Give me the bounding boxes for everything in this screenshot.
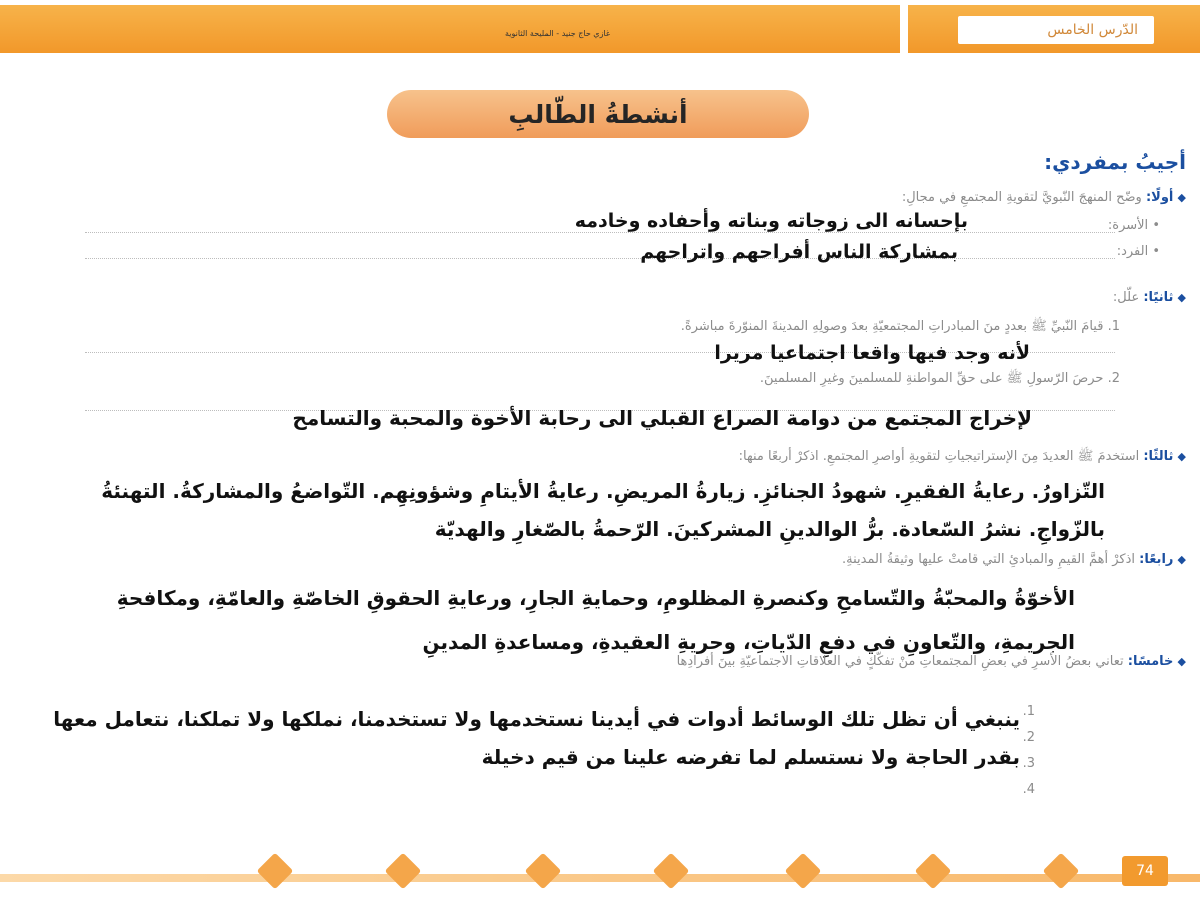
star-ornament-icon [385, 853, 422, 890]
q5-number-1: 1. [1022, 704, 1035, 719]
q1-answer-individual: بمشاركة الناس أفراحهم واتراحهم [640, 241, 958, 263]
q1-item-individual [1117, 244, 1160, 259]
q5-line [677, 654, 1186, 669]
q1-label: أولًا: [1145, 190, 1174, 205]
q4-line [842, 552, 1186, 567]
star-ornament-icon [915, 853, 952, 890]
q2-line [1113, 290, 1186, 305]
diamond-bullet-icon: ◆ [1177, 553, 1186, 566]
q2-item-2: 2. حرصَ الرّسولِ ﷺ على حقِّ المواطنةِ للمسلمينَ وغيرِ المسلمينَ. [759, 371, 1120, 386]
q5-number-4: 4. [1022, 782, 1035, 797]
q1-text: وضّح المنهجَ النّبويَّ لتقويةِ المجتمعِ في مجالِ: [901, 190, 1142, 205]
star-ornament-icon [785, 853, 822, 890]
star-ornament-icon [257, 853, 294, 890]
q3-text: استخدمَ ﷺ العديدَ مِنَ الإستراتيجياتِ لتقويةِ أواصرِ المجتمعِ. اذكرْ أربعًا منها: [738, 449, 1140, 464]
q4-label: رابعًا: [1139, 552, 1174, 567]
author-line: غازي حاج جنيد - المليحة الثانوية [505, 29, 611, 38]
section-title: أجيبُ بمفردي: [1044, 150, 1186, 174]
q5-number-2: 2. [1022, 730, 1035, 745]
footer-bar [0, 874, 1200, 882]
q1-line [902, 190, 1186, 205]
header-bar-left [0, 5, 900, 53]
answer-dotted-line [85, 258, 1115, 259]
q1-item-label: الفرد: [1116, 244, 1149, 259]
lesson-label: الدّرس الخامس [958, 16, 1154, 44]
answer-dotted-line [85, 232, 1115, 233]
star-ornament-icon [653, 853, 690, 890]
q3-line [739, 448, 1186, 467]
diamond-bullet-icon: ◆ [1177, 450, 1186, 463]
q1-item-label: الأسرة: [1107, 218, 1149, 233]
q4-answer: الأخوّةُ والمحبّةُ والتّسامحِ وكنصرةِ المظلومِ، وحمايةِ الجارِ، ورعايةِ الحقوقِ الخاصّةِ والعامّةِ، ومكافحةِ الجريمةِ، والتّعاونِ في دفعِ الدّياتِ، وحريةِ العقيدةِ، ومساعدةِ المدينِ [116, 586, 1075, 654]
q2-label: ثانيًا: [1143, 290, 1174, 305]
star-ornament-icon [525, 853, 562, 890]
q5-text: تعاني بعضُ الأسرِ في بعضِ المجتمعاتِ منْ تفكّكٍ في العلاقاتِ الاجتماعيّةِ بينَ أفرادِها [676, 654, 1124, 669]
q3-answer: التّزاورُ. رعايةُ الفقيرِ. شهودُ الجنائزِ. زيارةُ المريضِ. رعايةُ الأيتامِ وشؤونِهِم. التّواضعُ والمشاركةُ. التهنئةُ بالزّواجِ. نشرُ السّعادة. برُّ الوالدينِ المشركينَ. الرّحمةُ بالصّغارِ والهديّة [101, 479, 1105, 541]
q2-item-1: 1. قيامَ النّبيِّ ﷺ بعددٍ منَ المبادراتِ المجتمعيّةِ بعدَ وصولِهِ المدينةَ المنوّرةَ مباشرةً. [680, 319, 1120, 334]
q4-text: اذكرْ أهمَّ القيمِ والمبادئِ التي قامتْ عليها وثيقةُ المدينةِ. [842, 552, 1135, 567]
q5-number-3: 3. [1022, 756, 1035, 771]
diamond-bullet-icon: ◆ [1177, 191, 1186, 204]
q2-answer-2: لإخراج المجتمع من دوامة الصراع القبلي الى رحابة الأخوة والمحبة والتسامح [292, 406, 1032, 430]
q2-text: علّل: [1112, 290, 1140, 305]
q2-answer-1: لأنه وجد فيها واقعا اجتماعيا مريرا [714, 342, 1030, 364]
bullet-dot-icon: • [1152, 244, 1160, 259]
activity-title: أنشطةُ الطّالبِ [387, 90, 809, 138]
diamond-bullet-icon: ◆ [1177, 291, 1186, 304]
q3-label: ثالثًا: [1143, 449, 1174, 464]
page-number: 74 [1122, 856, 1168, 886]
q1-item-family [1108, 218, 1160, 233]
q5-answer: ينبغي أن تظل تلك الوسائط أدوات في أيدينا نستخدمها ولا تستخدمنا، نملكها ولا تملكنا، نتعامل معها بقدر الحاجة ولا نستسلم لما تفرضه علينا من قيم دخيلة [53, 707, 1020, 769]
diamond-bullet-icon: ◆ [1177, 655, 1186, 668]
q5-label: خامسًا: [1127, 654, 1174, 669]
star-ornament-icon [1043, 853, 1080, 890]
q1-answer-family: بإحسانه الى زوجاته وبناته وأحفاده وخادمه [574, 210, 968, 232]
bullet-dot-icon: • [1152, 218, 1160, 233]
